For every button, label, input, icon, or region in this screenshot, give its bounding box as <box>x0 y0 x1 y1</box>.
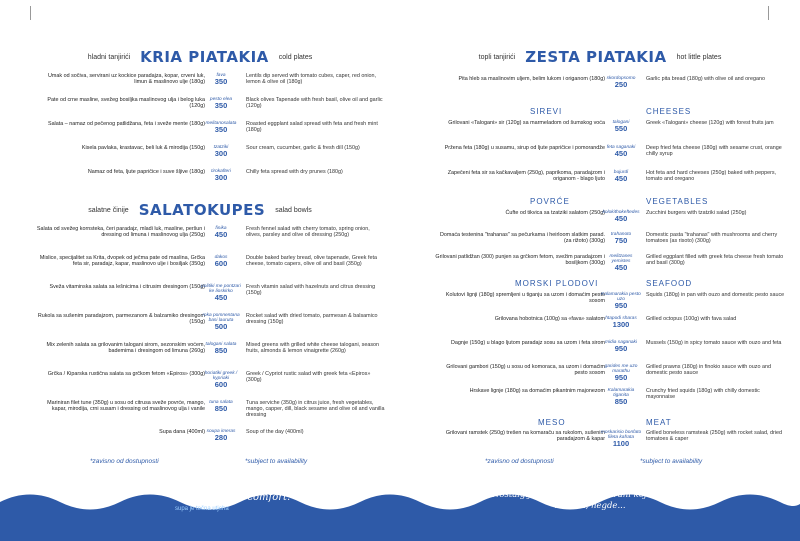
menu-item-row <box>400 340 800 360</box>
dish-price <box>200 226 242 239</box>
dish-price <box>600 170 642 183</box>
price-value: 550 <box>614 124 628 133</box>
dish-description-hr: Grilovana hobotnica (100g) sa «fava» salatom <box>494 316 605 322</box>
cheese-heading-hr: SIREVI <box>530 107 563 116</box>
dish-name: htapodi sharas <box>605 316 637 321</box>
menu-item-row <box>0 169 400 189</box>
dish-name: skordopsomo <box>606 76 636 81</box>
dish-price <box>200 400 242 413</box>
veg-heading-en: VEGETABLES <box>646 197 709 206</box>
dish-description-hr: Dagnje (150g) u blago ljutom paradajz sosu sa uzom i feta sirom <box>450 340 605 346</box>
section-title: KRIA PIATAKIA <box>140 48 269 66</box>
dish-description-hr: Kisela pavlaka, krastavac, beli luk & mirodija (150g) <box>81 145 205 151</box>
dish-price <box>200 284 242 302</box>
dish-description-en: Squids (180g) in pan with ouzo and domestic pesto sauce <box>646 292 785 298</box>
dish-name: tirokafteri <box>211 169 231 174</box>
dish-description-en: Mixed greens with grilled white cheese talogani, season fruits, almonds & lemon vinaigrette (260g) <box>246 342 380 355</box>
menu-item-row <box>400 316 800 336</box>
dish-name: melitanosalata <box>205 121 237 126</box>
dish-price <box>200 313 242 331</box>
menu-item-row <box>0 429 400 449</box>
dish-name: soupa imeras <box>206 429 236 434</box>
section-subtitle-en: cold plates <box>278 53 313 61</box>
dish-description-en: Fresh vitamin salad with hazelnuts and citrus dressing (150g) <box>246 284 376 297</box>
dish-description-en: Grilled boneless ramsteak (250g) with rocket salad, dried tomatoes & caper <box>646 430 783 443</box>
dish-price <box>200 371 242 389</box>
dish-description-en: Hot feta and hard cheeses (250g) baked with peppers, tomato and oregano <box>646 170 777 183</box>
dish-price <box>200 342 242 355</box>
section-subtitle-en: salad bowls <box>275 206 312 214</box>
price-value: 600 <box>214 259 228 268</box>
cheese-heading-en: CHEESES <box>646 107 692 116</box>
dish-name: midia saganaki <box>605 340 637 345</box>
dish-description-hr: Domaća testenina "trahanas" sa pečurkama i heirloom slatkim parad. (za rižoto) (300g) <box>439 232 605 245</box>
dish-name: talogani salata <box>205 342 237 347</box>
salad-bowls-header <box>0 198 400 222</box>
menu-item-row <box>400 210 800 230</box>
hot-plates-header <box>400 45 800 69</box>
dish-description-hr: Mariniran filet tune (350g) u sosu od citrusa sveže povrće, mango, kapar, mirodija, crni susam i dressing od maslinovog ulja i vanile <box>47 400 205 413</box>
dish-price <box>600 388 642 406</box>
dish-name: fava <box>216 73 226 78</box>
dish-description-en: Chilly feta spread with dry prunes (180g) <box>246 169 343 175</box>
dish-name: moskarisio bonfato fileta kafrata <box>600 430 642 440</box>
dish-price <box>600 145 642 158</box>
dish-name: Kalamarakia tiganita <box>607 388 635 398</box>
dish-description-en: Soup of the day (400ml) <box>246 429 304 435</box>
dish-description-hr: Namaz od feta, ljute papričice i suve šljive (180g) <box>87 169 205 175</box>
dish-description-hr: Salata od svežeg kornsteka, čeri paradajz, mladi luk, masline, peršun i dressing od limuna i maslinovog ulja (250g) <box>36 226 205 239</box>
seafood-heading-hr: MORSKI PLODOVI <box>515 279 599 288</box>
menu-item-row <box>400 170 800 190</box>
dish-description-en: Tuna serviche (350g) in citrus juice, fresh vegetables, mango, capper, dill, black sesame and olive oil and vanilla dressing <box>246 400 385 419</box>
price-value: 750 <box>614 236 628 245</box>
dish-description-hr: Mislice, specijalitet sa Krita, dvopek od ječma pate od maslina, Grčka feta sir, paradajz, kapar, maslinovo ulje i bosiljak (350g) <box>39 255 205 268</box>
price-value: 350 <box>214 101 228 110</box>
meat-heading-en: MEAT <box>646 418 672 427</box>
dish-description-en: Domestic pasta "trahanas" with mushrooms and cherry tomatoes (as risoto) (300g) <box>646 232 778 245</box>
menu-item-row <box>400 388 800 408</box>
dish-price <box>200 121 242 134</box>
dish-name: roka pomnentana basi lauruta <box>202 313 240 323</box>
menu-item-row <box>400 254 800 274</box>
footer-subquote-left: supa je tečna utjeha <box>175 506 229 512</box>
dish-description-en: Mussels (150g) in spicy tomato sauce with ouzo and feta <box>646 340 782 346</box>
dish-name: horiatiki greek / kypriaki <box>204 371 238 381</box>
dish-price <box>600 430 642 448</box>
dish-name: finika <box>215 226 227 231</box>
price-value: 850 <box>614 397 628 406</box>
menu-item-row <box>0 226 400 246</box>
price-value: 300 <box>214 173 228 182</box>
dish-description-en: Lentils dip served with tomato cubes, caper, red onion, lemon & olive oil (180g) <box>246 73 377 86</box>
price-value: 600 <box>214 380 228 389</box>
dish-description-hr: Ćufte od tikvica sa tzatziki salatom (250g) <box>505 210 605 216</box>
dish-price <box>600 232 642 245</box>
dish-description-hr: Grčka / Kiparska rustična salata sa grčkom fetom «Epiros» (300g) <box>47 371 205 377</box>
dish-description-en: Fresh fennel salad with cherry tomato, spring onion, olives, parsley and olive oil dressing (250g) <box>246 226 370 239</box>
dish-name: trahanoto <box>610 232 632 237</box>
dish-description-en: Zucchini burgers with tzatziki salad (250g) <box>646 210 747 216</box>
dish-name: tuna salata <box>209 400 233 405</box>
dish-description-hr: Pate od crne masline, svežeg bosiljka maslinovog ulja i belog luka (120g) <box>47 97 205 110</box>
menu-item-row <box>400 232 800 252</box>
dish-description-hr: Kolutovi lignji (180g) spremljeni u tiganju sa uzom i domaćim pesto sosom <box>445 292 605 305</box>
section-subtitle-hr: hladni tanjirići <box>87 53 131 61</box>
menu-item-row <box>400 430 800 450</box>
price-value: 280 <box>214 433 228 442</box>
dish-description-hr: Grilovani gambori (150g) u sosu od komoraca, sa uzom i domaćim pesto sosom <box>446 364 605 377</box>
price-value: 1100 <box>612 439 630 448</box>
cold-plates-header <box>0 45 400 69</box>
dish-price <box>200 429 242 442</box>
menu-item-row <box>400 76 800 96</box>
dish-price <box>600 210 642 223</box>
availability-note-hr: *zavisno od dostupnosti <box>90 458 159 465</box>
dish-price <box>200 97 242 110</box>
dish-price <box>600 120 642 133</box>
dish-price <box>200 255 242 268</box>
price-value: 450 <box>614 214 628 223</box>
price-value: 450 <box>214 293 228 302</box>
price-value: 350 <box>214 77 228 86</box>
dish-price <box>600 340 642 353</box>
dish-description-en: Garlic pita bread (180g) with olive oil and oregano <box>646 76 765 82</box>
dish-description-hr: Mix zelenih salata sa grilovanim talogani sirom, sezonskim voćem, bademima i dresingom od limuna (260g) <box>46 342 205 355</box>
dish-description-en: Grilled eggplant filled with greek feta cheese fresh tomato and basil (300g) <box>646 254 784 267</box>
dish-description-en: Crunchy fried squids (180g) with chilly domestic mayonnaise <box>646 388 760 401</box>
dish-description-en: Black olives Tapenade with fresh basil, olive oil and garlic (120g) <box>246 97 383 110</box>
dish-name: feta saganaki <box>606 145 636 150</box>
veg-heading-hr: POVRĆE <box>530 197 570 206</box>
price-value: 950 <box>614 301 628 310</box>
price-value: 950 <box>614 373 628 382</box>
dish-description-en: Sour cream, cucumber, garlic & fresh dill (150g) <box>246 145 360 151</box>
dish-description-en: Deep fried feta cheese (180g) with sesame crust, orange chilly syrup <box>646 145 782 158</box>
menu-item-row <box>0 255 400 275</box>
dish-price <box>600 254 642 272</box>
dish-description-hr: Pržena feta (180g) u susamu, sirup od ljute papričice i pomorandže <box>444 145 605 151</box>
price-value: 1300 <box>612 320 630 329</box>
availability-note-en: *subject to availability <box>640 458 703 465</box>
menu-item-row <box>0 97 400 117</box>
dish-description-hr: Sveža vitaminska salata sa lešnicima i citrusim dresingom (150g) <box>49 284 205 290</box>
dish-price <box>600 364 642 382</box>
dish-description-hr: Umak od sočiva, servirani uz kockice paradajza, kopar, crveni luk, limun & maslinovo ulje (180g) <box>48 73 205 86</box>
price-value: 450 <box>614 263 628 272</box>
availability-note-en: *subject to availability <box>245 458 308 465</box>
dish-description-en: Greek «Talogani» cheese (120g) with forest fruits jam <box>646 120 774 126</box>
menu-item-row <box>0 400 400 420</box>
meat-heading-hr: MESO <box>538 418 566 427</box>
price-value: 250 <box>614 80 628 89</box>
dish-price <box>600 76 642 89</box>
dish-description-hr: Grilovani «Talogani» sir (120g) sa marmeladom od šumskog voća <box>448 120 605 126</box>
dish-name: Kalamarakia pesto uzo <box>601 292 641 302</box>
dish-description-hr: Zapečeni feta sir sa kačkavaljem (250g), paprikoma, paradajzom i origanom - blago ljuto <box>447 170 605 183</box>
section-subtitle-hr: topli tanjirići <box>478 53 516 61</box>
dish-description-en: Greek / Cypriot rustic salad with greek feta «Epiros» (300g) <box>246 371 371 384</box>
menu-item-row <box>400 145 800 165</box>
menu-item-row <box>0 313 400 333</box>
menu-item-row <box>0 145 400 165</box>
menu-item-row <box>0 73 400 93</box>
footer-quote-right: Nostalgija je ljubav prema hrani koju smo jeli nekada, negde... <box>491 490 689 511</box>
menu-item-row <box>400 364 800 384</box>
price-value: 500 <box>214 322 228 331</box>
price-value: 850 <box>214 346 228 355</box>
seafood-heading-en: SEAFOOD <box>646 279 693 288</box>
price-value: 450 <box>214 230 228 239</box>
menu-item-row <box>0 284 400 304</box>
price-value: 950 <box>614 344 628 353</box>
menu-item-row <box>0 342 400 362</box>
dish-name: kolokithokeftedes <box>602 210 640 215</box>
price-value: 300 <box>214 149 228 158</box>
menu-item-row <box>0 121 400 141</box>
dish-description-hr: Hrskave lignje (180g) sa domaćim pikantnim majonezom <box>469 388 605 394</box>
dish-price <box>600 316 642 329</box>
price-value: 450 <box>614 149 628 158</box>
dish-price <box>600 292 642 310</box>
dish-name: bujurdi <box>613 170 629 175</box>
dish-price <box>200 169 242 182</box>
menu-item-row <box>400 292 800 312</box>
section-title: SALATOKUPES <box>138 201 266 219</box>
dish-description-en: Double baked barley bread, olive tapenade, Greek feta cheese, tomato capers, olive oil and basil (350g) <box>246 255 377 268</box>
dish-description-hr: Supa dana (400ml) <box>159 429 205 435</box>
dish-description-hr: Salata – namaz od pečenog patlidžana, feta i sveže mente (180g) <box>47 121 205 127</box>
dish-name: melitzanes yemistes <box>609 254 633 264</box>
menu-item-row <box>0 371 400 391</box>
right-menu-page <box>400 0 800 541</box>
dish-name: politiki me pontzari ke lioskirko <box>201 284 241 294</box>
section-subtitle-hr: salatne činije <box>88 206 129 214</box>
section-title: ZESTA PIATAKIA <box>525 48 667 66</box>
dish-price <box>200 73 242 86</box>
price-value: 450 <box>614 174 628 183</box>
dish-price <box>200 145 242 158</box>
dish-description-hr: Grilovani ramstek (250g) trešen na komaraču sa rukolom, sušenim paradajzom & kapar <box>445 430 605 443</box>
dish-description-en: Grilled octopus (100g) with fava salad <box>646 316 737 322</box>
availability-note-hr: *zavisno od dostupnosti <box>485 458 554 465</box>
dish-description-en: Rocket salad with dried tomato, parmesan & balsamico dressing (150g) <box>246 313 378 326</box>
dish-name: dakos <box>214 255 228 260</box>
price-value: 350 <box>214 125 228 134</box>
price-value: 850 <box>214 404 228 413</box>
dish-description-hr: Rukola sa sušenim paradajzom, parmezanom & balzamiko dresingom (150g) <box>37 313 205 326</box>
menu-item-row <box>400 120 800 140</box>
dish-name: pesto elea <box>209 97 233 102</box>
dish-description-hr: Grilovani patlidžan (300) punjen sa grčkom fetom, svežim paradajzom i bosiljkom (300g) <box>435 254 605 267</box>
section-subtitle-en: hot little plates <box>676 53 722 61</box>
dish-description-hr: Pita hleb sa maslinovim uljem, belim lukom i origanom (180g) <box>458 76 605 82</box>
dish-description-en: Grilled prawns (180g) in finokio sauce with ouzo and domestic pesto sauce <box>646 364 771 377</box>
dish-name: talogani <box>612 120 630 125</box>
dish-name: tzatziki <box>213 145 229 150</box>
dish-name: garides me uzo marathu <box>604 364 638 374</box>
footer-quote-left: Soup is liquid comfort. <box>175 492 291 503</box>
dish-description-en: Roasted eggplant salad spread with feta and fresh mint (180g) <box>246 121 378 134</box>
